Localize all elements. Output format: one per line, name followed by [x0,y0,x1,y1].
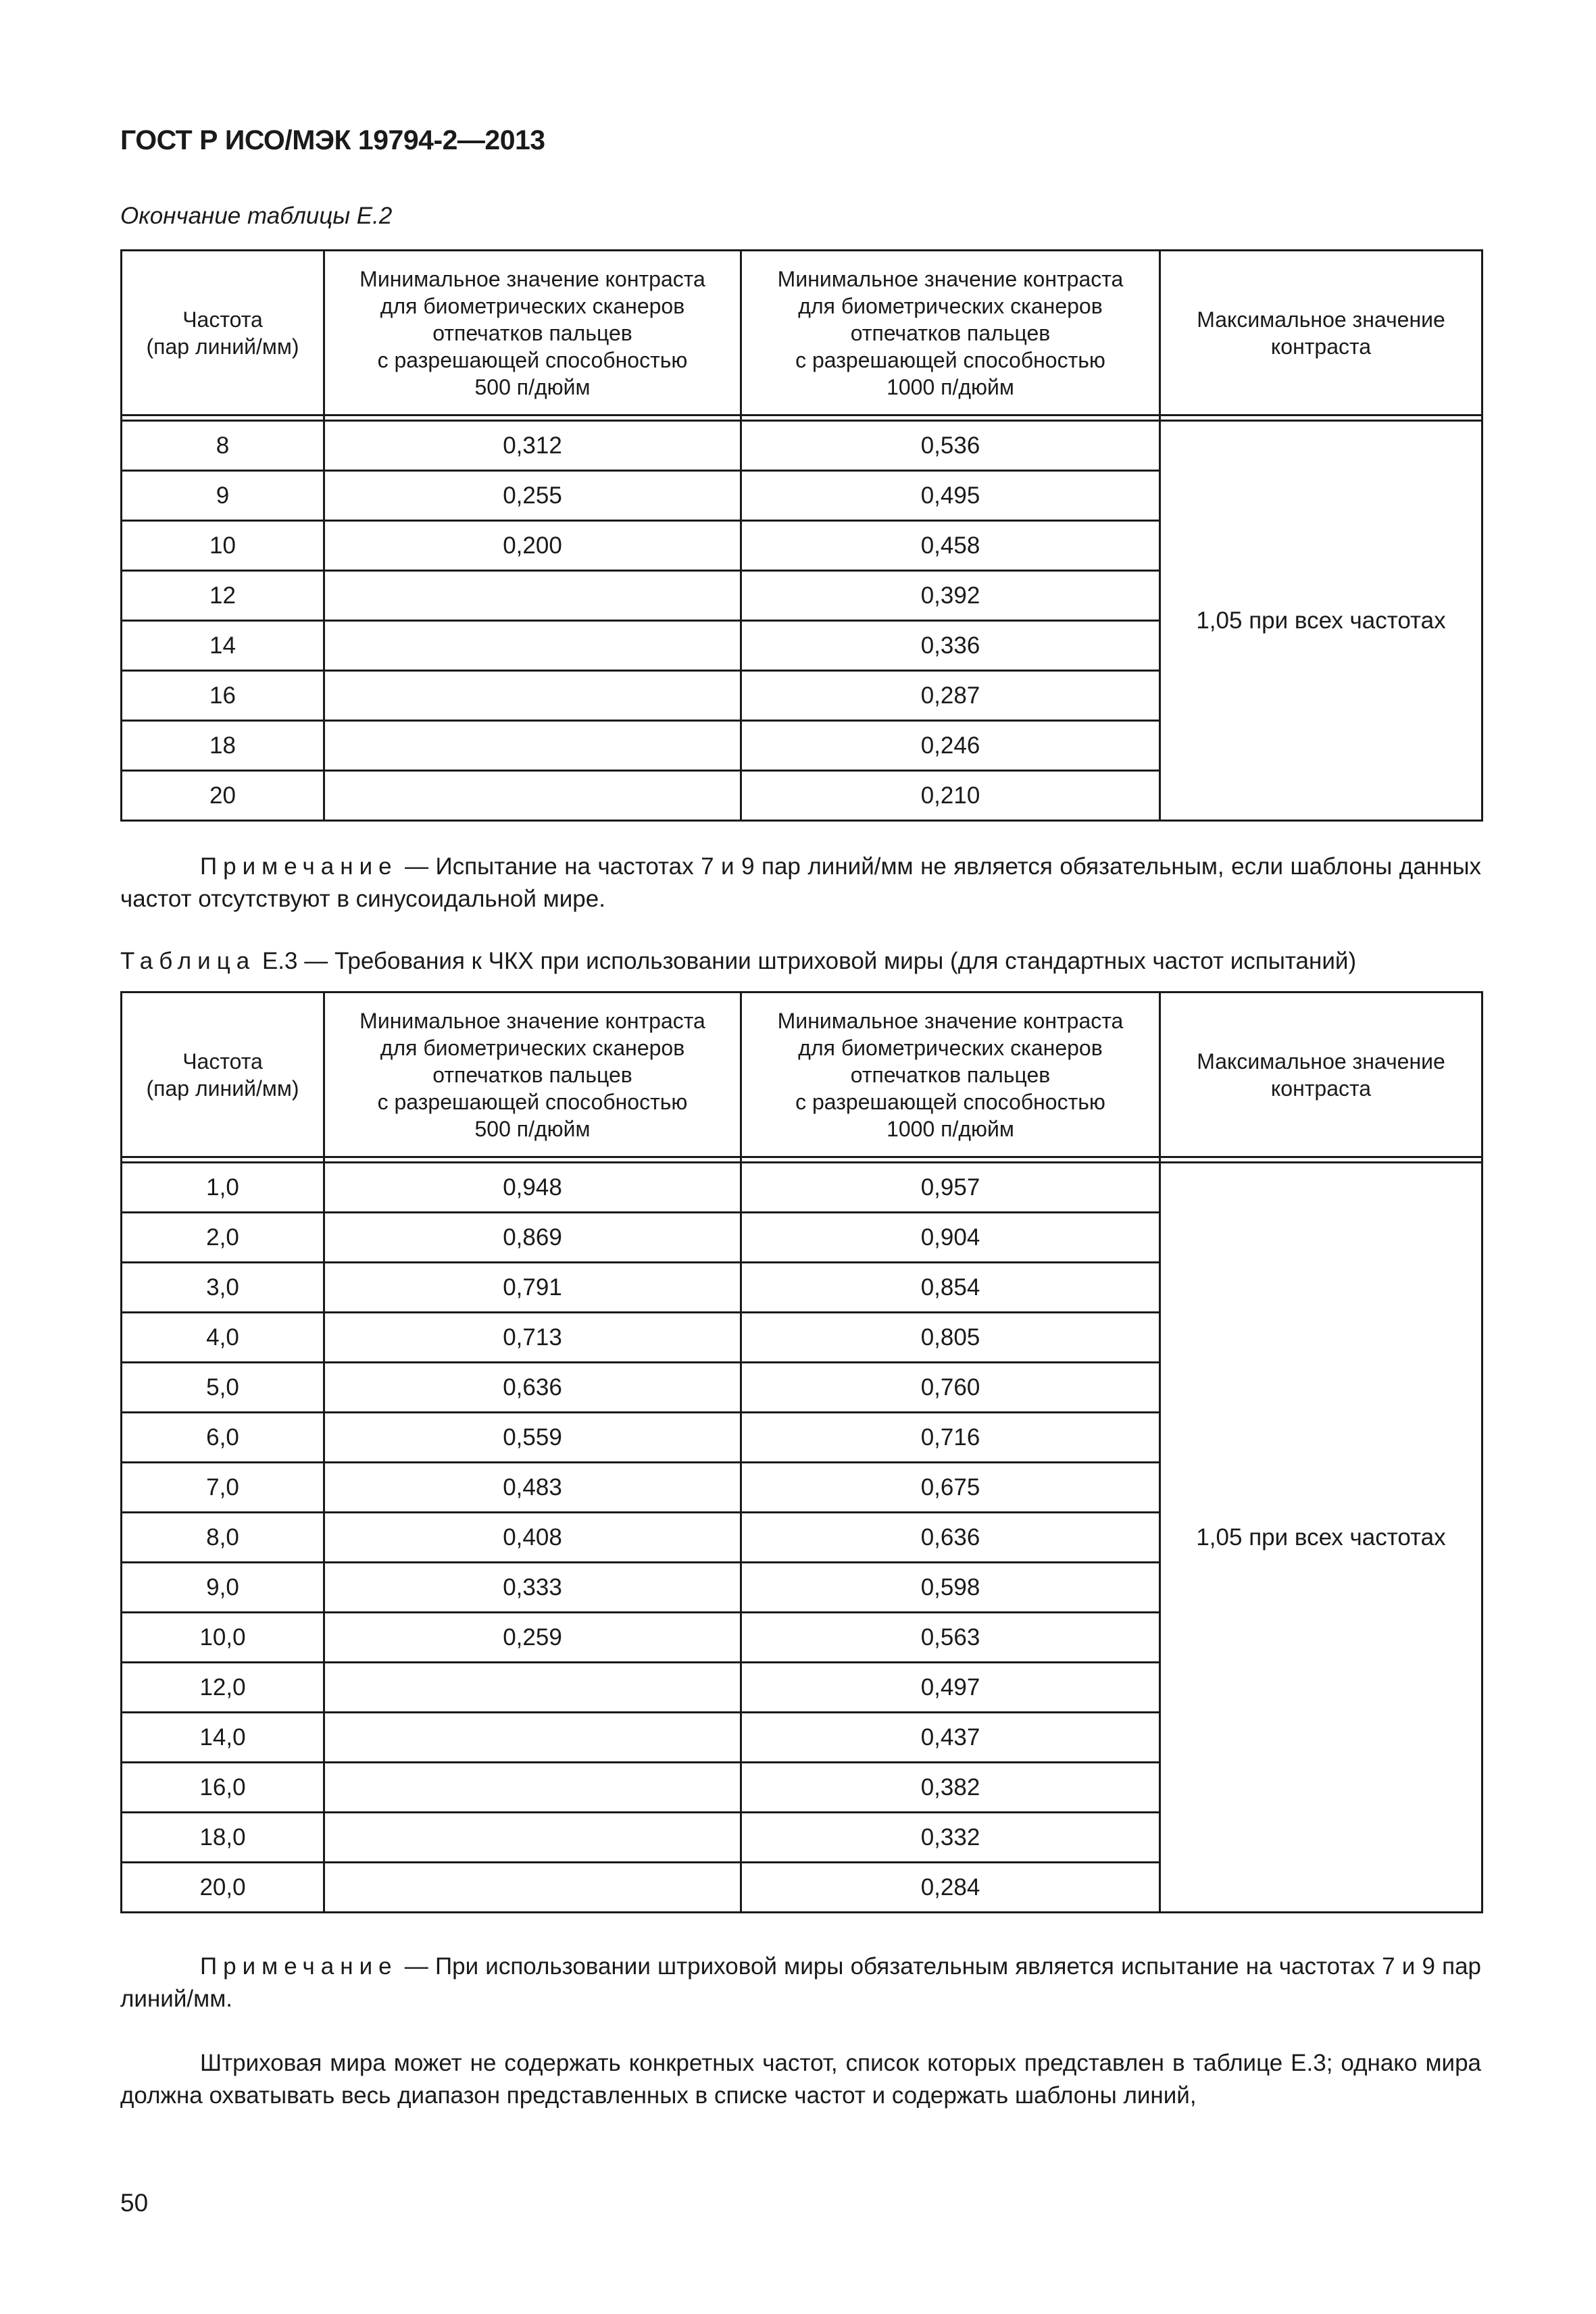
table-header-row [122,992,1482,1157]
cell-min-contrast-1000: 0,598 [741,1563,1160,1613]
header-min-contrast-500: Минимальное значение контраста для биометрических сканеров отпечатков пальцев с разрешающей способностью 500 п/дюйм [324,251,741,416]
cell-frequency: 5,0 [122,1363,324,1413]
note-label: Примечание [200,1953,398,1980]
cell-frequency: 12,0 [122,1663,324,1713]
note-table-e3 [120,1951,1481,2015]
cell-min-contrast-1000: 0,210 [741,771,1160,821]
cell-min-contrast-1000: 0,760 [741,1363,1160,1413]
table-row [122,1163,1482,1213]
body-paragraph [120,2047,1481,2112]
cell-min-contrast-500: 0,713 [324,1313,741,1363]
cell-min-contrast-500 [324,1713,741,1763]
cell-frequency: 14,0 [122,1713,324,1763]
cell-frequency: 14 [122,621,324,671]
cell-frequency: 9 [122,471,324,521]
cell-min-contrast-500: 0,636 [324,1363,741,1413]
cell-min-contrast-500 [324,1863,741,1913]
cell-min-contrast-1000: 0,675 [741,1463,1160,1513]
table-header-row [122,251,1482,416]
cell-min-contrast-500: 0,559 [324,1413,741,1463]
cell-frequency: 10 [122,521,324,571]
cell-frequency: 18,0 [122,1813,324,1863]
table-caption-text: Е.3 — Требования к ЧКХ при использовании штриховой миры (для стандартных частот испытаний) [255,948,1357,974]
cell-max-contrast: 1,05 при всех частотах [1160,1163,1482,1913]
header-frequency: Частота (пар линий/мм) [122,251,324,416]
cell-frequency: 20 [122,771,324,821]
cell-min-contrast-500: 0,312 [324,421,741,471]
cell-frequency: 16,0 [122,1763,324,1813]
cell-min-contrast-500 [324,671,741,721]
cell-min-contrast-500 [324,621,741,671]
page-number: 50 [120,2189,149,2217]
cell-min-contrast-1000: 0,716 [741,1413,1160,1463]
cell-min-contrast-1000: 0,246 [741,721,1160,771]
cell-min-contrast-500: 0,948 [324,1163,741,1213]
standard-title: ГОСТ Р ИСО/МЭК 19794-2—2013 [120,124,545,155]
cell-min-contrast-500: 0,869 [324,1213,741,1263]
cell-min-contrast-1000: 0,805 [741,1313,1160,1363]
cell-min-contrast-500 [324,571,741,621]
cell-min-contrast-500: 0,791 [324,1263,741,1313]
paragraph-text: Штриховая мира может не содержать конкретных частот, список которых представлен в таблице Е.3; однако мира должна охватывать весь диапазон представленных в списке частот и содержать шаблоны линий, [120,2050,1481,2109]
cell-frequency: 2,0 [122,1213,324,1263]
cell-frequency: 8,0 [122,1513,324,1563]
table-e3 [120,991,1483,1913]
cell-min-contrast-500: 0,408 [324,1513,741,1563]
cell-frequency: 18 [122,721,324,771]
cell-min-contrast-500 [324,771,741,821]
cell-min-contrast-500 [324,1663,741,1713]
cell-min-contrast-500 [324,1763,741,1813]
cell-frequency: 16 [122,671,324,721]
header-frequency: Частота (пар линий/мм) [122,992,324,1157]
cell-min-contrast-500: 0,483 [324,1463,741,1513]
cell-frequency: 3,0 [122,1263,324,1313]
cell-min-contrast-1000: 0,563 [741,1613,1160,1663]
cell-min-contrast-1000: 0,382 [741,1763,1160,1813]
header-separator [122,1157,1482,1163]
cell-min-contrast-1000: 0,392 [741,571,1160,621]
cell-frequency: 1,0 [122,1163,324,1213]
cell-min-contrast-500: 0,259 [324,1613,741,1663]
header-min-contrast-1000: Минимальное значение контраста для биометрических сканеров отпечатков пальцев с разрешающей способностью 1000 п/дюйм [741,251,1160,416]
cell-min-contrast-500 [324,1813,741,1863]
cell-min-contrast-1000: 0,636 [741,1513,1160,1563]
note-text: — Испытание на частотах 7 и 9 пар линий/мм не является обязательным, если шаблоны данных частот отсутствуют в синусоидальной мире. [120,853,1481,912]
table-caption-label: Таблица [120,948,256,974]
cell-min-contrast-1000: 0,497 [741,1663,1160,1713]
header-min-contrast-1000: Минимальное значение контраста для биометрических сканеров отпечатков пальцев с разрешающей способностью 1000 п/дюйм [741,992,1160,1157]
note-label: Примечание [200,853,398,880]
table-row [122,421,1482,471]
note-table-e2 [120,851,1481,915]
cell-frequency: 4,0 [122,1313,324,1363]
header-max-contrast: Максимальное значение контраста [1160,251,1482,416]
cell-min-contrast-500 [324,721,741,771]
cell-min-contrast-1000: 0,458 [741,521,1160,571]
cell-max-contrast: 1,05 при всех частотах [1160,421,1482,821]
cell-min-contrast-1000: 0,437 [741,1713,1160,1763]
note-text: — При использовании штриховой миры обязательным является испытание на частотах 7 и 9 пар линий/мм. [120,1953,1481,2012]
cell-frequency: 12 [122,571,324,621]
cell-min-contrast-500: 0,200 [324,521,741,571]
cell-min-contrast-1000: 0,284 [741,1863,1160,1913]
header-min-contrast-500: Минимальное значение контраста для биометрических сканеров отпечатков пальцев с разрешающей способностью 500 п/дюйм [324,992,741,1157]
cell-min-contrast-1000: 0,336 [741,621,1160,671]
cell-frequency: 9,0 [122,1563,324,1613]
cell-frequency: 7,0 [122,1463,324,1513]
document-page [120,0,1481,2314]
cell-frequency: 10,0 [122,1613,324,1663]
cell-min-contrast-1000: 0,287 [741,671,1160,721]
header-max-contrast: Максимальное значение контраста [1160,992,1482,1157]
header-separator [122,416,1482,421]
cell-min-contrast-500: 0,255 [324,471,741,521]
cell-frequency: 8 [122,421,324,471]
table-e2 [120,249,1483,822]
cell-min-contrast-1000: 0,957 [741,1163,1160,1213]
cell-frequency: 6,0 [122,1413,324,1463]
cell-min-contrast-1000: 0,904 [741,1213,1160,1263]
cell-frequency: 20,0 [122,1863,324,1913]
cell-min-contrast-500: 0,333 [324,1563,741,1613]
cell-min-contrast-1000: 0,536 [741,421,1160,471]
cell-min-contrast-1000: 0,854 [741,1263,1160,1313]
cell-min-contrast-1000: 0,495 [741,471,1160,521]
table-e3-caption [120,948,1481,975]
cell-min-contrast-1000: 0,332 [741,1813,1160,1863]
table-continuation-caption: Окончание таблицы Е.2 [120,203,393,229]
